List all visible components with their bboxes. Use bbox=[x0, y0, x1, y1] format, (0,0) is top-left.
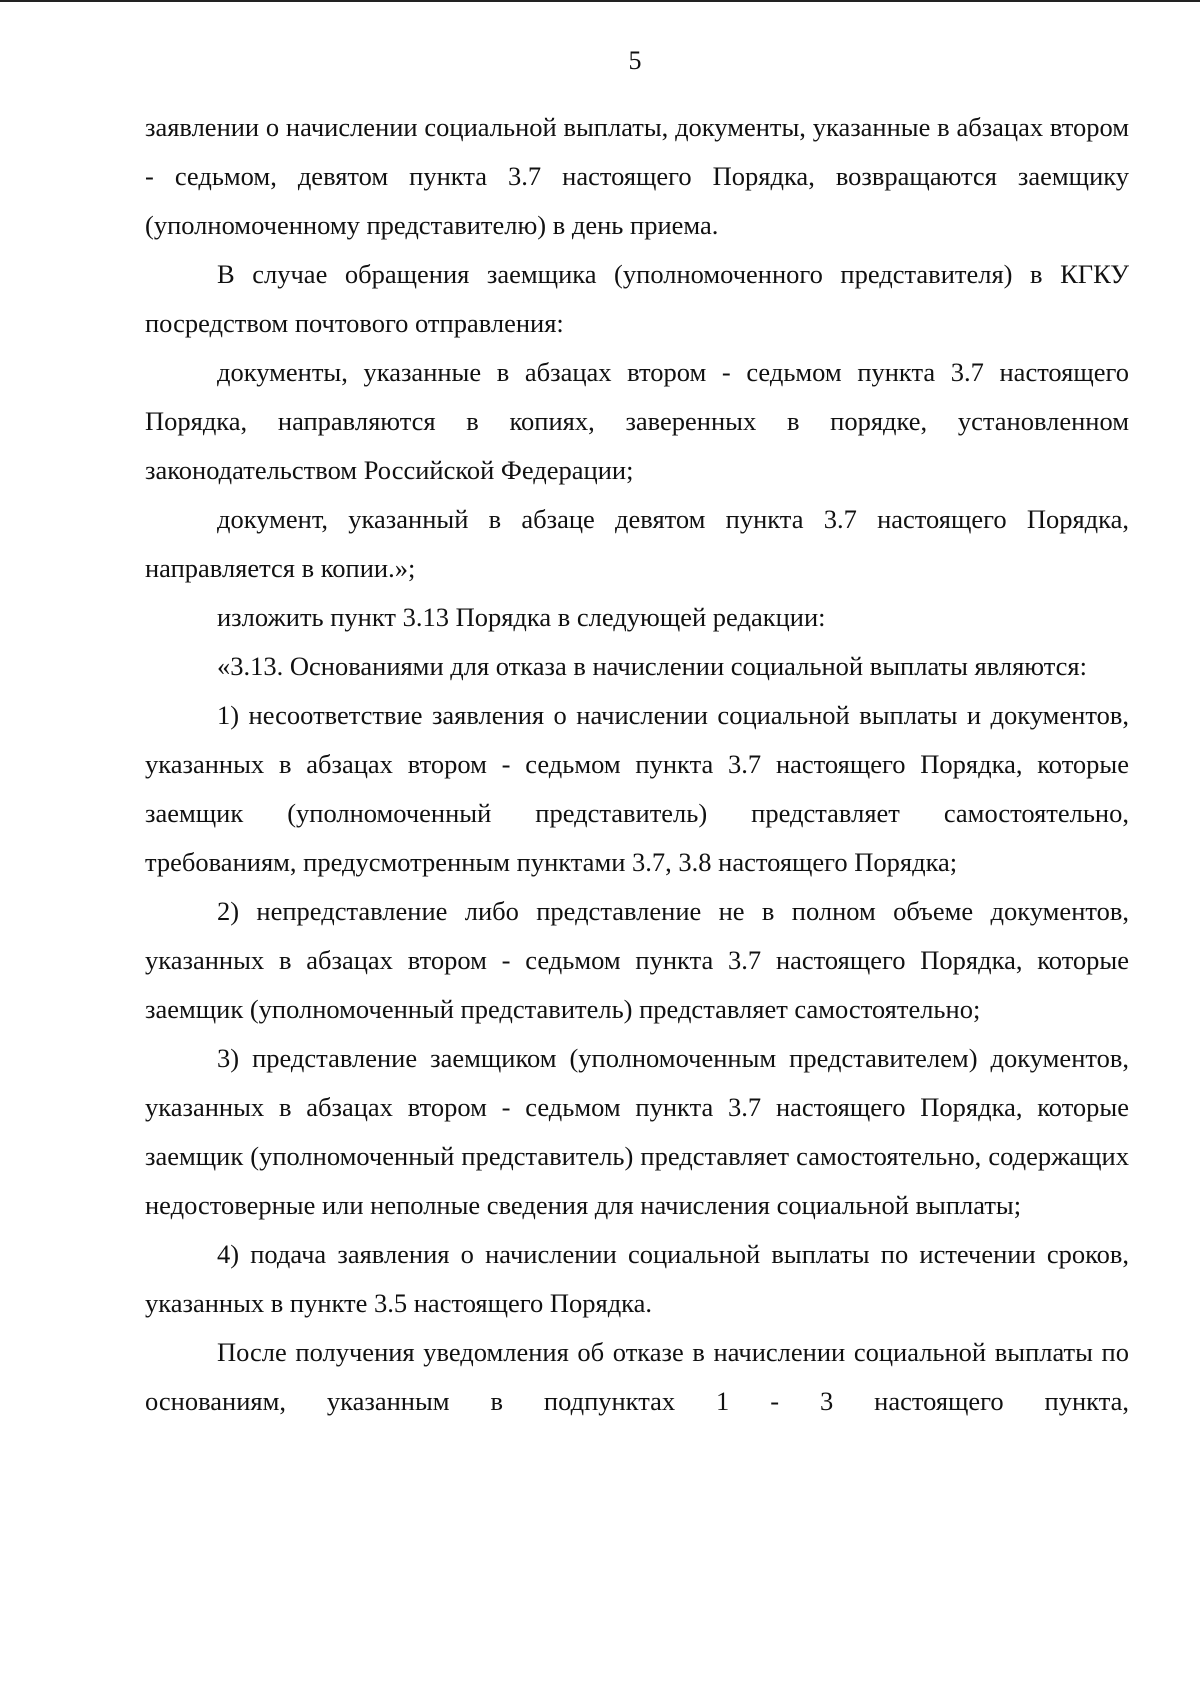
paragraph-postal-case: В случае обращения заемщика (уполномоченного представителя) в КГКУ посредством почтового отправления: bbox=[145, 259, 1129, 338]
paragraph-amendment-instruction: изложить пункт 3.13 Порядка в следующей редакции: bbox=[217, 602, 826, 632]
list-item-ground-1: 1) несоответствие заявления о начислении социальной выплаты и документов, указанных в абзацах втором - седьмом пункта 3.7 настоящего Порядка, которые заемщик (уполномоченный представитель) представляет самостоятельно, требованиям, предусмотренным пунктами 3.7, 3.8 настоящего Порядка; bbox=[145, 700, 1129, 877]
paragraph-refusal-grounds: «3.13. Основаниями для отказа в начислении социальной выплаты являются: bbox=[217, 651, 1087, 681]
list-item-ground-4: 4) подача заявления о начислении социальной выплаты по истечении сроков, указанных в пункте 3.5 настоящего Порядка. bbox=[145, 1239, 1129, 1318]
top-rule bbox=[0, 0, 1200, 2]
page-number: 5 bbox=[628, 46, 642, 75]
list-item-ground-3: 3) представление заемщиком (уполномоченным представителем) документов, указанных в абзацах втором - седьмом пункта 3.7 настоящего Порядка, которые заемщик (уполномоченный представитель) представляет самостоятельно, содержащих недостоверные или неполные сведения для начисления социальной выплаты; bbox=[145, 1043, 1129, 1220]
paragraph-documents-copies: документы, указанные в абзацах втором - седьмом пункта 3.7 настоящего Порядка, направляются в копиях, заверенных в порядке, установленном законодательством Российской Федерации; bbox=[145, 357, 1129, 485]
paragraph-continuation: заявлении о начислении социальной выплаты, документы, указанные в абзацах втором - седьмом, девятом пункта 3.7 настоящего Порядка, возвращаются заемщику (уполномоченному представителю) в день приема. bbox=[145, 112, 1129, 240]
paragraph-after-refusal: После получения уведомления об отказе в начислении социальной выплаты по основаниям, указанным в подпунктах 1 - 3 настоящего пункта, bbox=[145, 1337, 1129, 1416]
list-item-ground-2: 2) непредставление либо представление не в полном объеме документов, указанных в абзацах втором - седьмом пункта 3.7 настоящего Порядка, которые заемщик (уполномоченный представитель) представляет самостоятельно; bbox=[145, 896, 1129, 1024]
document-body bbox=[145, 103, 1129, 1426]
paragraph-document-copy: документ, указанный в абзаце девятом пункта 3.7 настоящего Порядка, направляется в копии.»; bbox=[145, 504, 1129, 583]
